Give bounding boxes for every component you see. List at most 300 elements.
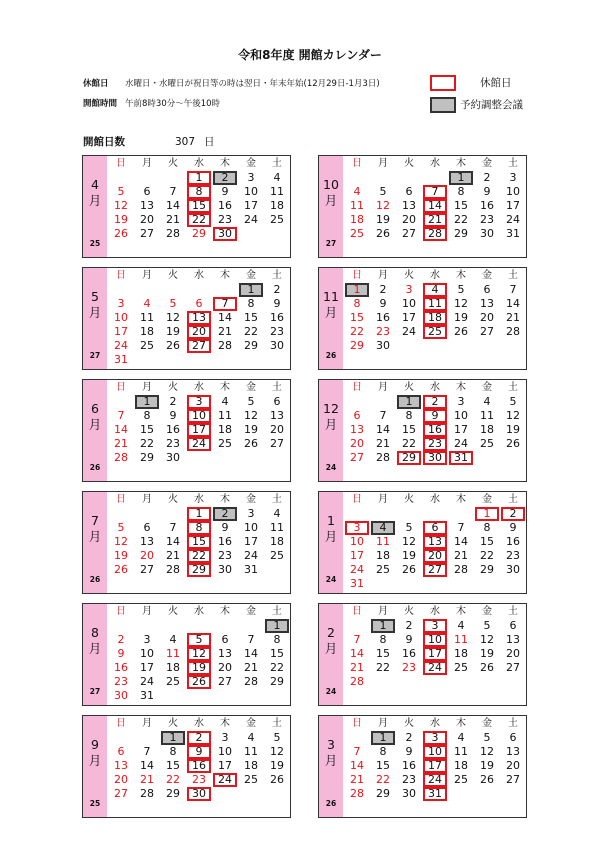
month-suffix: 月 bbox=[88, 529, 102, 544]
calendar-day: 2 bbox=[483, 171, 491, 184]
calendar-day: 18 bbox=[376, 549, 390, 562]
weekday-header: 金 bbox=[246, 494, 256, 505]
weekday-header: 水 bbox=[430, 606, 440, 617]
calendar-day: 9 bbox=[117, 647, 125, 660]
calendar-day-meeting: 1 bbox=[345, 283, 369, 297]
month-suffix: 月 bbox=[324, 753, 338, 768]
calendar-day: 18 bbox=[218, 423, 232, 436]
calendar-day: 23 bbox=[402, 661, 416, 674]
calendar-day: 19 bbox=[166, 325, 180, 338]
calendar-day: 13 bbox=[506, 745, 520, 758]
month-strip bbox=[319, 380, 343, 481]
weekday-header: 木 bbox=[456, 494, 466, 505]
calendar-day: 8 bbox=[353, 297, 361, 310]
calendar-day-meeting: 1 bbox=[265, 619, 289, 633]
calendar-day: 10 bbox=[244, 521, 258, 534]
calendar-day-closed: 16 bbox=[423, 423, 447, 437]
calendar-day: 26 bbox=[454, 325, 468, 338]
weekday-header: 火 bbox=[168, 606, 178, 617]
calendar-day-closed: 2 bbox=[501, 507, 525, 521]
calendar-day: 21 bbox=[244, 661, 258, 674]
calendar-day: 23 bbox=[480, 213, 494, 226]
calendar-day: 11 bbox=[244, 745, 258, 758]
calendar-day-closed: 3 bbox=[187, 395, 211, 409]
calendar-day: 25 bbox=[140, 339, 154, 352]
weekday-header: 火 bbox=[168, 718, 178, 729]
calendar-day: 11 bbox=[376, 535, 390, 548]
calendar-day: 10 bbox=[140, 647, 154, 660]
calendar-day: 15 bbox=[166, 759, 180, 772]
calendar-day: 29 bbox=[166, 787, 180, 800]
weekday-header: 月 bbox=[378, 158, 388, 169]
weekday-header: 木 bbox=[220, 382, 230, 393]
month-open-days: 25 bbox=[89, 239, 101, 248]
calendar-day: 15 bbox=[454, 199, 468, 212]
month-suffix: 月 bbox=[324, 193, 338, 208]
calendar-day: 18 bbox=[454, 647, 468, 660]
calendar-day-closed: 24 bbox=[423, 661, 447, 675]
month-open-days: 24 bbox=[325, 463, 337, 472]
calendar-day-closed: 17 bbox=[423, 647, 447, 661]
weekday-header: 金 bbox=[482, 270, 492, 281]
calendar-day: 11 bbox=[454, 633, 468, 646]
calendar-day-meeting: 2 bbox=[213, 171, 237, 185]
calendar-day: 6 bbox=[405, 185, 413, 198]
calendar-day-closed: 29 bbox=[397, 451, 421, 465]
calendar-day: 2 bbox=[405, 619, 413, 632]
calendar-day: 2 bbox=[273, 283, 281, 296]
calendar-day-closed: 15 bbox=[187, 535, 211, 549]
calendar-day: 19 bbox=[480, 647, 494, 660]
calendar-day: 23 bbox=[402, 773, 416, 786]
calendar-day: 27 bbox=[140, 227, 154, 240]
month-block bbox=[82, 379, 291, 482]
calendar-day: 24 bbox=[244, 549, 258, 562]
calendar-day: 8 bbox=[405, 409, 413, 422]
calendar-day-meeting: 4 bbox=[371, 521, 395, 535]
calendar-day: 28 bbox=[244, 675, 258, 688]
calendar-day: 18 bbox=[166, 661, 180, 674]
calendar-day: 13 bbox=[402, 199, 416, 212]
calendar-day: 27 bbox=[350, 451, 364, 464]
month-block bbox=[82, 155, 291, 258]
month-number: 3 bbox=[327, 737, 335, 752]
open-days-total-value: 307 bbox=[175, 136, 196, 148]
weekday-header: 水 bbox=[194, 382, 204, 393]
month-number: 1 bbox=[327, 513, 335, 528]
calendar-day: 15 bbox=[376, 647, 390, 660]
calendar-day: 20 bbox=[402, 213, 416, 226]
month-strip bbox=[83, 604, 107, 705]
calendar-day: 15 bbox=[376, 759, 390, 772]
calendar-day: 7 bbox=[353, 633, 361, 646]
calendar-day-closed: 10 bbox=[187, 409, 211, 423]
calendar-day: 29 bbox=[350, 339, 364, 352]
legend-meeting-swatch bbox=[430, 97, 456, 113]
month-open-days: 27 bbox=[89, 687, 101, 696]
calendar-day: 21 bbox=[114, 437, 128, 450]
calendar-day-closed: 22 bbox=[187, 213, 211, 227]
month-number: 7 bbox=[91, 513, 99, 528]
calendar-day: 25 bbox=[270, 549, 284, 562]
month-strip bbox=[83, 380, 107, 481]
calendar-day: 28 bbox=[376, 451, 390, 464]
calendar-day: 5 bbox=[117, 521, 125, 534]
calendar-day: 9 bbox=[221, 521, 229, 534]
calendar-day: 23 bbox=[114, 675, 128, 688]
weekday-header: 水 bbox=[194, 606, 204, 617]
calendar-day: 26 bbox=[376, 227, 390, 240]
calendar-day: 21 bbox=[376, 437, 390, 450]
calendar-day: 20 bbox=[114, 773, 128, 786]
weekday-header: 金 bbox=[482, 718, 492, 729]
calendar-day: 31 bbox=[140, 689, 154, 702]
calendar-day: 22 bbox=[454, 213, 468, 226]
weekday-header: 日 bbox=[352, 494, 362, 505]
calendar-day-closed: 11 bbox=[423, 297, 447, 311]
calendar-day-meeting: 1 bbox=[371, 619, 395, 633]
calendar-day: 26 bbox=[402, 563, 416, 576]
calendar-day-closed: 19 bbox=[187, 661, 211, 675]
calendar-day: 21 bbox=[166, 213, 180, 226]
calendar-day-closed: 14 bbox=[423, 199, 447, 213]
calendar-day: 19 bbox=[506, 423, 520, 436]
calendar-day: 30 bbox=[270, 339, 284, 352]
month-number: 2 bbox=[327, 625, 335, 640]
month-strip bbox=[83, 492, 107, 593]
weekday-header: 土 bbox=[272, 718, 282, 729]
month-open-days: 24 bbox=[325, 687, 337, 696]
calendar-day: 12 bbox=[454, 297, 468, 310]
weekday-header: 水 bbox=[430, 270, 440, 281]
weekday-header: 日 bbox=[352, 270, 362, 281]
calendar-day: 4 bbox=[273, 171, 281, 184]
calendar-day-closed: 28 bbox=[423, 227, 447, 241]
calendar-day: 6 bbox=[509, 731, 517, 744]
month-number: 9 bbox=[91, 737, 99, 752]
calendar-day: 12 bbox=[270, 745, 284, 758]
calendar-day: 26 bbox=[506, 437, 520, 450]
legend-closed-label: 休館日 bbox=[480, 77, 512, 89]
calendar-day: 30 bbox=[218, 563, 232, 576]
calendar-day: 17 bbox=[244, 535, 258, 548]
calendar-day: 20 bbox=[140, 213, 154, 226]
calendar-day: 28 bbox=[454, 563, 468, 576]
calendar-day: 3 bbox=[509, 171, 517, 184]
calendar-day: 26 bbox=[480, 773, 494, 786]
calendar-day-closed: 9 bbox=[187, 745, 211, 759]
calendar-day: 3 bbox=[405, 283, 413, 296]
calendar-day: 20 bbox=[218, 661, 232, 674]
calendar-day: 20 bbox=[270, 423, 284, 436]
calendar-day: 4 bbox=[169, 633, 177, 646]
weekday-header: 火 bbox=[404, 718, 414, 729]
calendar-day: 8 bbox=[169, 745, 177, 758]
calendar-day: 19 bbox=[114, 549, 128, 562]
calendar-day: 8 bbox=[247, 297, 255, 310]
open-days-total-label: 開館日数 bbox=[83, 136, 125, 148]
calendar-day: 9 bbox=[221, 185, 229, 198]
calendar-day: 23 bbox=[218, 549, 232, 562]
calendar-day-closed: 30 bbox=[423, 451, 447, 465]
month-strip bbox=[319, 716, 343, 817]
calendar-day: 9 bbox=[509, 521, 517, 534]
calendar-day: 7 bbox=[509, 283, 517, 296]
calendar-day: 7 bbox=[379, 409, 387, 422]
weekday-header: 木 bbox=[456, 606, 466, 617]
calendar-day-closed: 2 bbox=[423, 395, 447, 409]
weekday-header: 火 bbox=[404, 158, 414, 169]
weekday-header: 土 bbox=[508, 494, 518, 505]
calendar-day: 13 bbox=[140, 199, 154, 212]
calendar-day: 5 bbox=[457, 283, 465, 296]
calendar-day: 9 bbox=[273, 297, 281, 310]
calendar-day-closed: 23 bbox=[423, 437, 447, 451]
calendar-day: 2 bbox=[379, 283, 387, 296]
calendar-day: 7 bbox=[169, 185, 177, 198]
weekday-header: 月 bbox=[378, 382, 388, 393]
calendar-day-closed: 24 bbox=[213, 773, 237, 787]
weekday-header: 金 bbox=[246, 382, 256, 393]
calendar-day: 16 bbox=[166, 423, 180, 436]
calendar-day-meeting: 1 bbox=[449, 171, 473, 185]
calendar-day: 27 bbox=[114, 787, 128, 800]
calendar-day: 21 bbox=[350, 773, 364, 786]
month-open-days: 26 bbox=[89, 463, 101, 472]
calendar-day: 29 bbox=[480, 563, 494, 576]
month-number: 4 bbox=[91, 177, 99, 192]
page-title: 令和8年度 開館カレンダー bbox=[238, 48, 382, 62]
calendar-day: 14 bbox=[350, 759, 364, 772]
month-number: 6 bbox=[91, 401, 99, 416]
weekday-header: 日 bbox=[352, 382, 362, 393]
calendar-day: 13 bbox=[506, 633, 520, 646]
weekday-header: 木 bbox=[220, 270, 230, 281]
calendar-day: 5 bbox=[405, 521, 413, 534]
calendar-day: 11 bbox=[350, 199, 364, 212]
calendar-day: 30 bbox=[480, 227, 494, 240]
calendar-day: 5 bbox=[247, 395, 255, 408]
calendar-day: 8 bbox=[379, 745, 387, 758]
calendar-day-closed: 8 bbox=[187, 521, 211, 535]
legend-meeting-label: 予約調整会議 bbox=[460, 99, 523, 111]
weekday-header: 月 bbox=[142, 718, 152, 729]
calendar-day: 26 bbox=[114, 563, 128, 576]
weekday-header: 木 bbox=[456, 718, 466, 729]
month-suffix: 月 bbox=[324, 305, 338, 320]
calendar-day: 30 bbox=[402, 787, 416, 800]
weekday-header: 月 bbox=[378, 606, 388, 617]
calendar-day: 18 bbox=[350, 213, 364, 226]
calendar-day: 30 bbox=[166, 451, 180, 464]
month-strip bbox=[83, 156, 107, 257]
weekday-header: 日 bbox=[116, 158, 126, 169]
weekday-header: 木 bbox=[456, 382, 466, 393]
month-block bbox=[318, 715, 527, 818]
weekday-header: 日 bbox=[352, 718, 362, 729]
calendar-day-closed: 17 bbox=[187, 423, 211, 437]
weekday-header: 金 bbox=[482, 606, 492, 617]
calendar-day: 4 bbox=[273, 507, 281, 520]
calendar-day-closed: 8 bbox=[187, 185, 211, 199]
month-open-days: 26 bbox=[89, 575, 101, 584]
weekday-header: 日 bbox=[352, 158, 362, 169]
calendar-day-closed: 24 bbox=[187, 437, 211, 451]
calendar-day: 4 bbox=[353, 185, 361, 198]
calendar-day: 3 bbox=[221, 731, 229, 744]
calendar-day: 7 bbox=[457, 521, 465, 534]
weekday-header: 木 bbox=[456, 158, 466, 169]
calendar-day: 22 bbox=[270, 661, 284, 674]
calendar-day: 12 bbox=[506, 409, 520, 422]
calendar-day: 2 bbox=[169, 395, 177, 408]
calendar-day: 12 bbox=[480, 633, 494, 646]
calendar-day: 21 bbox=[218, 325, 232, 338]
calendar-day: 19 bbox=[454, 311, 468, 324]
weekday-header: 金 bbox=[246, 158, 256, 169]
calendar-day: 17 bbox=[114, 325, 128, 338]
month-suffix: 月 bbox=[88, 641, 102, 656]
calendar-day: 25 bbox=[454, 773, 468, 786]
calendar-day: 23 bbox=[506, 549, 520, 562]
calendar-day: 21 bbox=[166, 549, 180, 562]
month-open-days: 25 bbox=[89, 799, 101, 808]
month-block bbox=[318, 379, 527, 482]
weekday-header: 水 bbox=[430, 494, 440, 505]
calendar-day: 12 bbox=[114, 199, 128, 212]
calendar-day: 4 bbox=[143, 297, 151, 310]
calendar-day: 4 bbox=[247, 731, 255, 744]
weekday-header: 日 bbox=[116, 494, 126, 505]
calendar-day: 12 bbox=[166, 311, 180, 324]
weekday-header: 土 bbox=[272, 606, 282, 617]
weekday-header: 月 bbox=[378, 718, 388, 729]
calendar-day: 28 bbox=[114, 451, 128, 464]
calendar-day: 15 bbox=[350, 311, 364, 324]
month-open-days: 26 bbox=[325, 799, 337, 808]
closed-days-text: 水曜日・水曜日が祝日等の時は翌日・年末年始(12月29日-1月3日) bbox=[125, 79, 380, 89]
calendar-day: 18 bbox=[454, 759, 468, 772]
calendar-day: 16 bbox=[218, 535, 232, 548]
month-open-days: 26 bbox=[325, 351, 337, 360]
opening-hours-text: 午前8時30分～午後10時 bbox=[125, 99, 221, 109]
weekday-header: 土 bbox=[508, 158, 518, 169]
calendar-day: 6 bbox=[509, 619, 517, 632]
calendar-day: 18 bbox=[480, 423, 494, 436]
month-suffix: 月 bbox=[88, 753, 102, 768]
calendar-day: 17 bbox=[244, 199, 258, 212]
weekday-header: 月 bbox=[378, 270, 388, 281]
calendar-day: 13 bbox=[140, 535, 154, 548]
calendar-day: 11 bbox=[270, 521, 284, 534]
month-block bbox=[318, 491, 527, 594]
calendar-day: 11 bbox=[480, 409, 494, 422]
calendar-day: 30 bbox=[114, 689, 128, 702]
calendar-day-closed: 29 bbox=[187, 563, 211, 577]
calendar-day: 9 bbox=[169, 409, 177, 422]
weekday-header: 土 bbox=[272, 382, 282, 393]
calendar-day: 28 bbox=[166, 563, 180, 576]
calendar-day: 10 bbox=[506, 185, 520, 198]
weekday-header: 金 bbox=[246, 718, 256, 729]
calendar-day: 28 bbox=[350, 787, 364, 800]
closed-days-label: 休館日 bbox=[83, 79, 109, 89]
calendar-day: 12 bbox=[244, 409, 258, 422]
calendar-day-meeting: 1 bbox=[239, 283, 263, 297]
calendar-day-closed: 3 bbox=[345, 521, 369, 535]
calendar-day-closed: 13 bbox=[423, 535, 447, 549]
calendar-day: 24 bbox=[140, 675, 154, 688]
calendar-day: 11 bbox=[270, 185, 284, 198]
month-block bbox=[82, 267, 291, 370]
calendar-day: 5 bbox=[379, 185, 387, 198]
calendar-day: 29 bbox=[376, 787, 390, 800]
calendar-day-closed: 12 bbox=[187, 647, 211, 661]
calendar-day: 15 bbox=[140, 423, 154, 436]
calendar-day: 12 bbox=[480, 745, 494, 758]
month-open-days: 24 bbox=[325, 575, 337, 584]
calendar-day-closed: 6 bbox=[423, 521, 447, 535]
calendar-day: 22 bbox=[402, 437, 416, 450]
calendar-day-closed: 16 bbox=[187, 759, 211, 773]
calendar-day: 20 bbox=[480, 311, 494, 324]
calendar-day: 17 bbox=[140, 661, 154, 674]
month-block bbox=[318, 603, 527, 706]
calendar-day: 7 bbox=[169, 521, 177, 534]
calendar-day: 19 bbox=[114, 213, 128, 226]
calendar-day: 9 bbox=[405, 633, 413, 646]
calendar-day: 4 bbox=[457, 731, 465, 744]
calendar-day: 27 bbox=[506, 661, 520, 674]
calendar-day: 19 bbox=[376, 213, 390, 226]
calendar-day: 7 bbox=[353, 745, 361, 758]
weekday-header: 土 bbox=[508, 606, 518, 617]
calendar-day: 21 bbox=[140, 773, 154, 786]
weekday-header: 月 bbox=[142, 158, 152, 169]
calendar-day: 15 bbox=[402, 423, 416, 436]
calendar-day-closed: 1 bbox=[475, 507, 499, 521]
calendar-day-closed: 3 bbox=[423, 731, 447, 745]
calendar-day: 22 bbox=[350, 325, 364, 338]
month-suffix: 月 bbox=[88, 305, 102, 320]
calendar-day: 6 bbox=[483, 283, 491, 296]
calendar-day: 27 bbox=[506, 773, 520, 786]
calendar-day: 20 bbox=[506, 647, 520, 660]
calendar-day: 30 bbox=[376, 339, 390, 352]
calendar-day: 4 bbox=[457, 619, 465, 632]
weekday-header: 火 bbox=[404, 606, 414, 617]
calendar-day: 19 bbox=[402, 549, 416, 562]
weekday-header: 月 bbox=[142, 494, 152, 505]
calendar-day: 13 bbox=[480, 297, 494, 310]
weekday-header: 金 bbox=[482, 382, 492, 393]
calendar-day: 24 bbox=[506, 213, 520, 226]
calendar-day: 22 bbox=[140, 437, 154, 450]
calendar-day: 14 bbox=[376, 423, 390, 436]
month-number: 8 bbox=[91, 625, 99, 640]
weekday-header: 木 bbox=[220, 158, 230, 169]
calendar-day: 22 bbox=[376, 773, 390, 786]
calendar-day: 24 bbox=[402, 325, 416, 338]
calendar-day: 6 bbox=[143, 185, 151, 198]
calendar-day: 22 bbox=[376, 661, 390, 674]
calendar-day: 23 bbox=[166, 437, 180, 450]
calendar-day: 20 bbox=[140, 549, 154, 562]
weekday-header: 土 bbox=[272, 494, 282, 505]
weekday-header: 日 bbox=[116, 606, 126, 617]
calendar-day: 17 bbox=[218, 759, 232, 772]
weekday-header: 月 bbox=[142, 270, 152, 281]
